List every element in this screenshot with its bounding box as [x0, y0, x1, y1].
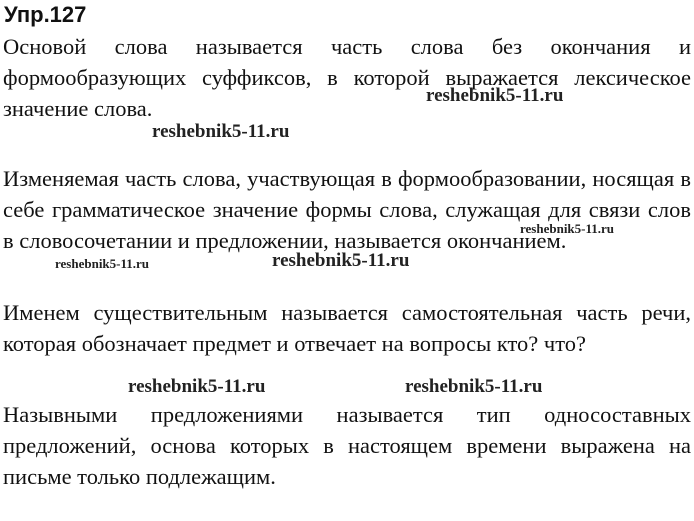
watermark: reshebnik5-11.ru	[272, 250, 410, 271]
paragraph-noun: Именем существительным называется самостоятельная часть речи, которая обозначает предмет и отвечает на вопросы кто? что?	[3, 300, 691, 356]
paragraph-ending: Изменяемая часть слова, участвующая в формообразовании, носящая в себе грамматическое значение формы слова, служащая для связи слов в словосочетании и предложении, называется окончанием.	[3, 166, 691, 253]
paragraph-nominative-sentences: Назывными предложениями называется тип односоставных предложений, основа которых в настоящем времени выражена на письме только подлежащим.	[3, 402, 691, 489]
watermark: reshebnik5-11.ru	[520, 221, 615, 236]
watermark: reshebnik5-11.ru	[426, 85, 564, 106]
watermark: reshebnik5-11.ru	[55, 256, 150, 271]
watermark: reshebnik5-11.ru	[152, 121, 290, 142]
watermark: reshebnik5-11.ru	[405, 376, 543, 397]
exercise-title: Упр.127	[4, 2, 87, 27]
watermark: reshebnik5-11.ru	[128, 376, 266, 397]
paragraph-word-stem: Основой слова называется часть слова без окончания и формообразующих суффиксов, в которой выражается лексическое значение слова.	[3, 34, 691, 121]
